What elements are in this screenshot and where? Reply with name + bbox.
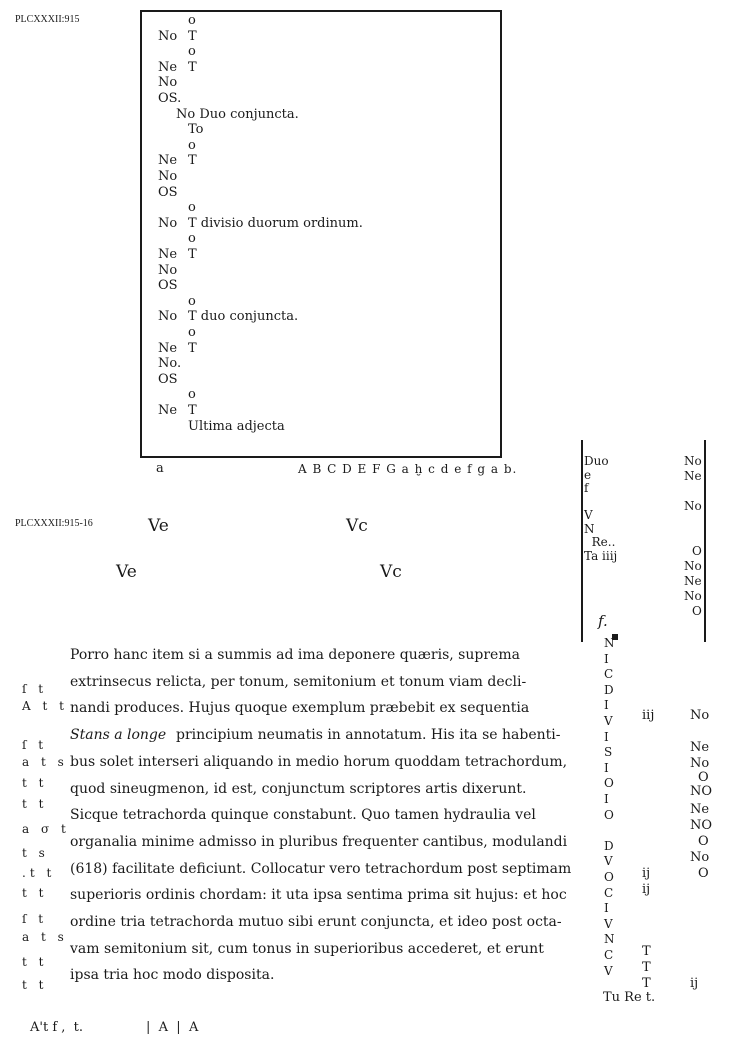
vertical-letter: I xyxy=(604,729,609,744)
margin-mark: t t xyxy=(22,797,48,811)
paragraph-line: ipsa tria hoc modo disposita. xyxy=(70,967,275,984)
paragraph-line: bus solet interseri aliquando in medio horum quoddam tetrachordum, xyxy=(70,753,568,770)
margin-mark: ſ t xyxy=(22,682,48,696)
vertical-letter: N xyxy=(604,932,615,947)
paragraph-line: extrinsecus relicta, per tonum, semitonium et tonum viam decli- xyxy=(70,673,527,690)
margin-mark: t t xyxy=(22,776,48,790)
diagram-left-token: No xyxy=(158,169,178,184)
margin-mark: .t t xyxy=(22,866,56,880)
paragraph-line: (618) facilitate deficiunt. Collocatur vero tetrachordum post septimam xyxy=(70,860,572,877)
vertical-letter: N xyxy=(604,636,615,650)
table-right-token: No xyxy=(684,589,702,603)
vertical-letter: V xyxy=(604,854,613,869)
diagram-left-token: No xyxy=(158,215,178,231)
side-mark-b: No xyxy=(690,850,710,865)
diagram-right-token: T xyxy=(188,403,197,418)
diagram-left-token: No xyxy=(158,309,178,325)
paragraph-line: vam semitonium sit, cum tonus in superioribus accederet, et erunt xyxy=(70,940,544,957)
diagram-right-token: No Duo conjuncta. xyxy=(176,106,299,122)
side-mark-b: NO xyxy=(690,784,713,799)
diagram-right-token: T xyxy=(188,28,197,44)
plate-reference: PLCXXXII:915-16 xyxy=(15,518,93,529)
paragraph-line: Sicque tetrachorda quinque constabunt. Quo tamen hydraulia vel xyxy=(70,807,536,824)
ve-label: Ve xyxy=(116,562,137,582)
vertical-letter: C xyxy=(604,885,614,900)
table-left-token: e xyxy=(584,467,592,482)
vertical-letter: C xyxy=(604,667,614,682)
diagram-left-token: Ne xyxy=(158,59,178,75)
vertical-letter: V xyxy=(604,963,613,978)
diagram-right-token: T divisio duorum ordinum. xyxy=(188,215,363,231)
diagram-left-token: No. xyxy=(158,356,182,372)
table-right-token: No xyxy=(684,454,702,468)
margin-mark: A t t xyxy=(22,699,68,713)
diagram-left-token: OS xyxy=(158,184,178,200)
bottom-notation-left: A't f , t. xyxy=(30,1020,84,1035)
table-rule-left xyxy=(581,440,583,642)
diagram-right-token: To xyxy=(188,122,204,138)
diagram-right-token: o xyxy=(188,387,196,403)
diagram-left-token: Ne xyxy=(158,403,178,418)
margin-mark: t t xyxy=(22,978,48,992)
diagram-right-token: o xyxy=(188,137,196,153)
diagram-right-token: T xyxy=(188,340,197,356)
table-right-token: No xyxy=(684,499,702,513)
paragraph-line: Porro hanc item si a summis ad ima deponere quæris, suprema xyxy=(70,647,520,663)
table-left-token: V xyxy=(584,508,593,522)
vertical-letter: I xyxy=(604,901,609,916)
italic-phrase: Stans a longe xyxy=(70,727,167,744)
diagram-left-token: Ne xyxy=(158,153,178,169)
margin-mark: t t xyxy=(22,955,48,969)
side-mark-b: No xyxy=(690,756,710,771)
vertical-letter: D xyxy=(604,682,614,697)
margin-mark: a t s xyxy=(22,930,68,944)
table-right-token: Ne xyxy=(684,469,702,483)
diagram-left-token: Ne xyxy=(158,340,178,356)
vertical-letter: I xyxy=(604,792,609,806)
table-left-token: Re.. xyxy=(584,535,616,549)
margin-mark: a t s xyxy=(22,755,68,769)
diagram-bottom-a: a xyxy=(156,461,164,476)
diagram-right-token: o xyxy=(188,325,196,340)
paragraph-line: principium neumatis in annotatum. His ita se habenti- xyxy=(176,727,561,744)
side-mark-a: ij xyxy=(642,866,651,881)
side-mark-b: O xyxy=(698,866,709,881)
diagram-left-token: Ne xyxy=(158,247,178,262)
table-left-token: Duo xyxy=(584,454,609,468)
vertical-letter: S xyxy=(604,745,613,760)
side-mark-b: Ne xyxy=(690,802,710,817)
paragraph-line: ordine tria tetrachorda mutuo sibi erunt conjuncta, et ideo post octa- xyxy=(70,914,562,930)
diagram-right-token: T duo conjuncta. xyxy=(188,309,299,325)
table-left-token: Ta iiij xyxy=(584,548,618,563)
diagram-right-token: T xyxy=(188,247,197,262)
margin-mark: ſ t xyxy=(22,738,48,752)
diagram-right-token: T xyxy=(188,59,197,75)
side-mark-b: Ne xyxy=(690,740,710,755)
vertical-letter: O xyxy=(604,807,614,822)
bottom-notation-right: | A | A xyxy=(146,1020,199,1035)
vertical-letter: C xyxy=(604,948,614,962)
vertical-letter: I xyxy=(604,651,609,666)
vertical-letter: V xyxy=(604,916,613,931)
table-left-token: N xyxy=(584,521,595,536)
diagram-left-token: No xyxy=(158,28,178,44)
diagram-right-token: o xyxy=(188,231,196,247)
diagram-left-token: OS xyxy=(158,278,178,294)
diagram-right-token: o xyxy=(188,200,196,216)
diagram-right-token: T xyxy=(188,153,197,169)
side-mark-a: T xyxy=(642,944,651,959)
side-mark-a: iij xyxy=(642,708,655,723)
diagram-left-token: OS. xyxy=(158,91,182,106)
f-mark: f. xyxy=(598,612,608,630)
vertical-letter: D xyxy=(604,838,614,853)
side-mark-b: NO xyxy=(690,818,713,833)
diagram-left-token: No xyxy=(158,75,178,91)
side-mark-b: O xyxy=(698,834,709,849)
diagram-left-token: No xyxy=(158,262,178,278)
vertical-letter: O xyxy=(604,776,614,791)
paragraph-line: superioris ordinis chordam: it uta ipsa sentima prima sit hujus: et hoc xyxy=(70,887,567,904)
table-rule-right xyxy=(704,440,706,642)
ve-label: Vc xyxy=(346,516,368,536)
side-mark-a: T xyxy=(642,976,651,991)
diagram-right-token: o xyxy=(188,13,196,28)
vertical-letter: V xyxy=(604,714,613,728)
table-left-token: f xyxy=(584,481,589,495)
paragraph-line: organalia minime admisso in pluribus frequenter cantibus, modulandi xyxy=(70,833,568,850)
vertical-letter: I xyxy=(604,698,609,713)
margin-mark: ſ t xyxy=(22,912,48,926)
diagram-right-token: Ultima adjecta xyxy=(188,418,285,434)
tu-re-label: Tu Re t. xyxy=(603,990,656,1005)
vertical-letter: O xyxy=(604,870,614,884)
margin-mark: t t xyxy=(22,886,48,900)
diagram-left-token: OS xyxy=(158,371,178,387)
table-right-token: O xyxy=(692,544,702,558)
diagram-alphabet: A B C D E F G a ḫ c d e f g a b. xyxy=(298,462,518,476)
table-right-token: O xyxy=(692,604,702,618)
table-right-token: No xyxy=(684,559,702,573)
vertical-letter: I xyxy=(604,760,609,775)
diagram-right-token: o xyxy=(188,293,196,309)
side-mark-b: ij xyxy=(690,976,699,991)
body-paragraph xyxy=(70,646,590,1006)
side-mark-b: O xyxy=(698,770,709,785)
ve-label: Vc xyxy=(380,562,402,582)
ve-label: Ve xyxy=(148,516,169,536)
side-mark-b: No xyxy=(690,708,710,723)
diagram-right-token: o xyxy=(188,44,196,60)
paragraph-line: nandi produces. Hujus quoque exemplum præbebit ex sequentia xyxy=(70,700,530,717)
paragraph-line: quod sineugmenon, id est, conjunctum scriptores artis dixerunt. xyxy=(70,780,527,797)
plate-reference: PLCXXXII:915 xyxy=(15,14,80,25)
table-right-token: Ne xyxy=(684,574,702,588)
margin-mark: a σ t xyxy=(22,822,70,836)
side-mark-a: ij xyxy=(642,882,651,897)
side-mark-a: T xyxy=(642,960,651,975)
margin-mark: t s xyxy=(22,846,49,860)
